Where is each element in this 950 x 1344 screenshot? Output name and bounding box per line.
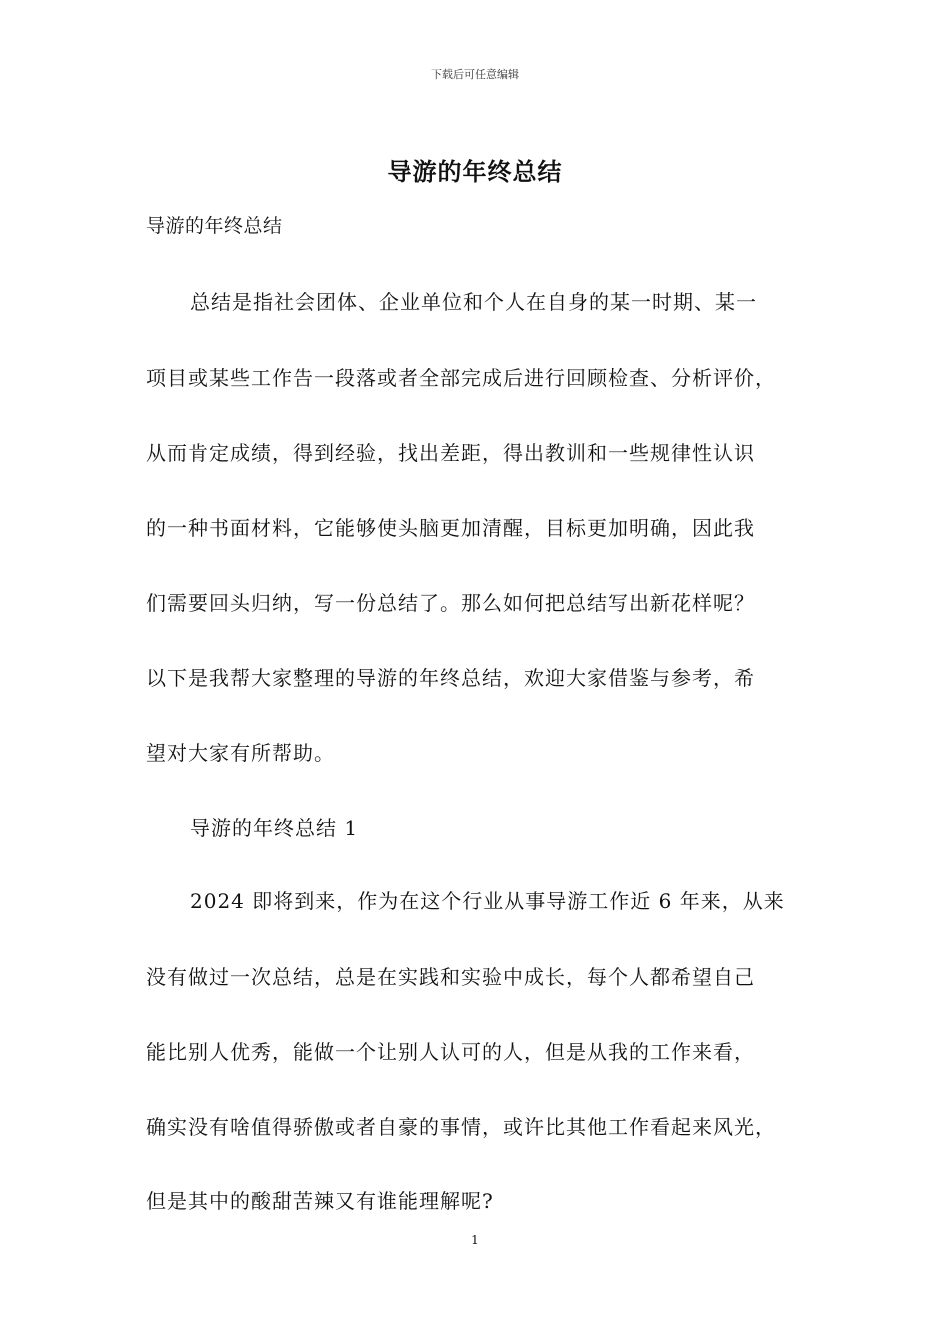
paragraph-line: 的一种书面材料，它能够使头脑更加清醒，目标更加明确，因此我 bbox=[146, 516, 755, 540]
paragraph-line: 确实没有啥值得骄傲或者自豪的事情，或许比其他工作看起来风光， bbox=[146, 1115, 776, 1139]
paragraph-line: 2024 即将到来，作为在这个行业从事导游工作近 6 年来，从来 bbox=[190, 889, 785, 913]
paragraph-line: 没有做过一次总结，总是在实践和实验中成长，每个人都希望自己 bbox=[146, 965, 755, 989]
paragraph-line: 们需要回头归纳，写一份总结了。那么如何把总结写出新花样呢？ bbox=[146, 591, 755, 615]
paragraph-line: 望对大家有所帮助。 bbox=[146, 741, 335, 765]
paragraph-line: 以下是我帮大家整理的导游的年终总结，欢迎大家借鉴与参考，希 bbox=[146, 666, 755, 690]
paragraph-line: 项目或某些工作告一段落或者全部完成后进行回顾检查、分析评价， bbox=[146, 366, 776, 390]
paragraph-line: 能比别人优秀，能做一个让别人认可的人，但是从我的工作来看， bbox=[146, 1040, 755, 1064]
header-note: 下载后可任意编辑 bbox=[431, 68, 519, 81]
page-number: 1 bbox=[471, 1233, 479, 1247]
document-title: 导游的年终总结 bbox=[387, 158, 563, 186]
document-subtitle: 导游的年终总结 bbox=[146, 215, 283, 237]
paragraph-line: 从而肯定成绩，得到经验，找出差距，得出教训和一些规律性认识 bbox=[146, 441, 755, 465]
section-heading: 导游的年终总结 1 bbox=[190, 816, 359, 840]
paragraph-line: 但是其中的酸甜苦辣又有谁能理解呢? bbox=[146, 1189, 494, 1213]
paragraph-line: 总结是指社会团体、企业单位和个人在自身的某一时期、某一 bbox=[190, 290, 757, 314]
